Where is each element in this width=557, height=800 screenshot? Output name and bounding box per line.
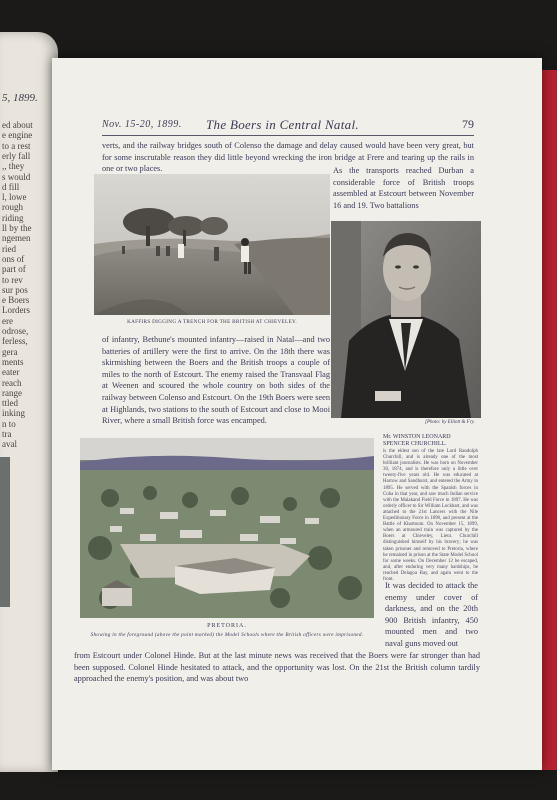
trench-photo — [94, 174, 330, 315]
trench-caption: KAFFIRS DIGGING A TRENCH FOR THE BRITISH AT CHIEVELEY. — [127, 319, 297, 325]
left-page-line: riding — [2, 212, 24, 223]
left-page — [0, 32, 58, 772]
left-page-date: 5, 1899. — [2, 92, 38, 104]
left-page-line: ed about — [2, 120, 33, 130]
page-number: 79 — [462, 117, 474, 131]
left-page-line: ll by the — [2, 223, 32, 233]
left-page-line: ere — [2, 315, 13, 326]
left-page-line: ,, they — [2, 161, 25, 172]
churchill-portrait — [331, 221, 481, 418]
left-page-line: ried — [2, 243, 16, 254]
left-page-line: s would — [2, 171, 31, 182]
header-title: The Boers in Central Natal. — [206, 117, 359, 132]
left-page-line: e Boers — [2, 295, 30, 306]
left-page-line: odrose, — [2, 326, 29, 336]
left-page-line: to a rest — [2, 140, 31, 151]
left-page-line: inking — [2, 408, 26, 419]
pretoria-caption: Showing in the foreground (above the point marked) the Model Schools where the British officers were imprisoned. — [90, 632, 364, 638]
left-page-line: ttled — [2, 398, 18, 409]
left-page-line: ferless, — [2, 336, 28, 347]
bio-heading: Mr. WINSTON LEONARD SPENCER CHURCHILL. — [383, 434, 451, 447]
portrait-credit: [Photo: by Elliott & Fry. — [425, 420, 475, 425]
trench-photo-image — [94, 174, 330, 315]
page-header — [102, 117, 474, 135]
left-page-line: Lorders — [2, 305, 30, 316]
pretoria-photo-image — [80, 438, 374, 618]
left-page-line: range — [2, 387, 22, 398]
bottom-paragraph: from Estcourt under Colonel Hinde. But at the last minute news was received that the Boers were far stronger than had been supposed. Colonel Hinde hesitated to attack, and the opportunity was lost. On the 21st the British column tardily approached the enemy's position, and was about two — [74, 651, 480, 684]
left-page-line: ons of — [2, 253, 25, 264]
left-page-line: to rev — [2, 274, 23, 285]
left-page-line: l, lowe — [2, 192, 27, 203]
lower-right-paragraph: It was decided to attack the enemy under cover of darkness, and on the 20th 900 British infantry, 450 mounted men and two naval guns moved out — [385, 581, 478, 648]
left-page-line: erly fall — [2, 150, 31, 161]
left-page-line: gera — [2, 346, 18, 357]
header-rule — [102, 135, 474, 136]
left-page-line: e engine — [2, 130, 33, 141]
pretoria-photo — [80, 438, 374, 618]
left-page-line: sur pos — [2, 284, 28, 295]
left-page-line: reach — [2, 377, 22, 388]
bio-text: is the eldest son of the late Lord Randolph Churchill, and is already one of the most brilliant journalists. He was born on November 30, 1874, and is therefore only a little over twenty-five years old. He was educated at Harrow and Sandhurst, and entered the Army in 1895. He served with the Spanish forces in Cuba in that year, and saw much Indian service with the Malakand Field Force in 1897. He was orderly officer to Sir William Lockhart, and was attached to the 21st Lancers with the Nile Expeditionary Force in 1898, and present at the Battle of Khartoum. On November 15, 1899, when an armoured train was captured by the Boers at Chieveley, Lieut. Churchill distinguished himself by his bravery; he was taken prisoner and removed to Pretoria, where he remained in prison at the State Model School for some weeks. On December 12 he escaped, and, after enduring very many hardships, he reached Delagoa Bay, and again went to the front. — [383, 449, 478, 582]
left-page-line: n to — [2, 418, 16, 429]
left-page-line: d fill — [2, 181, 20, 192]
right-column-paragraph: As the transports reached Durban a considerable force of British troops assembled at Estcourt between November 16 and 19. Two battalions — [333, 166, 474, 210]
pretoria-caption-title: PRETORIA. — [207, 623, 247, 629]
left-page-line: rough — [2, 202, 23, 213]
top-paragraph: verts, and the railway bridges south of Colenso the damage and delay caused would have been very great, but for some inscrutable reason they did little beyond wrecking the iron bridge at Frere and tearing up the rails in one or two places. — [102, 141, 474, 174]
left-page-photo-edge — [0, 457, 10, 607]
left-page-line: aval — [2, 439, 17, 450]
left-page-line: ments — [2, 356, 24, 367]
churchill-portrait-image — [331, 221, 481, 418]
left-page-line: ngemen — [2, 233, 31, 244]
left-page-line: eater — [2, 367, 20, 378]
left-page-line: part of — [2, 264, 26, 275]
left-page-line: tra — [2, 429, 12, 439]
middle-paragraph: of infantry, Bethune's mounted infantry—raised in Natal—and two batteries of artillery were the first to arrive. On the 18th there was skirmishing between the Boers and the British troops a couple of miles to the north of Estcourt. The enemy raised the Transvaal Flag at Weenen and scoured the whole country on both sides of the railway between Colenso and Estcourt. On the 19th Boers were seen at Highlands, two stations to the south of Estcourt and close to Mooi River, where a small British force was encamped. — [102, 335, 330, 426]
header-date: Nov. 15-20, 1899. — [102, 119, 182, 130]
